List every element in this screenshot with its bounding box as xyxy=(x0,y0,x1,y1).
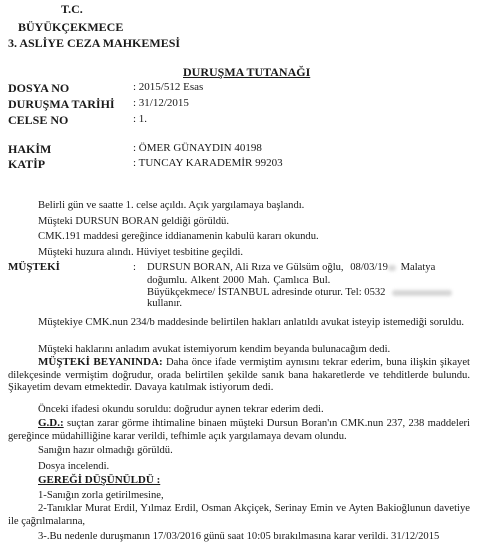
redaction-mark xyxy=(388,265,396,271)
field-value-katip: : TUNCAY KARADEMİR 99203 xyxy=(133,157,283,169)
musteki-birthplace: Malatya xyxy=(400,262,436,273)
musteki-line-3 xyxy=(147,286,452,299)
musteki-address: Büyükçekmece/ İSTANBUL adresinde oturur. Tel: 0532 xyxy=(147,287,386,298)
gd-paragraph xyxy=(8,417,470,443)
dosya-paragraph: Dosya incelendi. xyxy=(38,461,110,472)
musteki-line-4: kullanır. xyxy=(147,298,183,309)
opening-line-2: Müşteki DURSUN BORAN geldiği görüldü. xyxy=(38,216,229,227)
header-tc: T.C. xyxy=(61,2,83,16)
musteki-birthdate: 08/03/19 xyxy=(350,262,388,273)
gereği-item-1: 1-Sanığın zorla getirilmesine, xyxy=(38,490,164,501)
onceki-paragraph: Önceki ifadesi okundu soruldu: doğrudur aynen tekrar ederim dedi. xyxy=(38,404,324,415)
musteki-colon: : xyxy=(133,262,136,273)
sanik-paragraph: Sanığın hazır olmadığı görüldü. xyxy=(38,445,173,456)
doc-title: DURUŞMA TUTANAĞI xyxy=(183,65,311,79)
lawyer-paragraph: Müşteki haklarını anladım avukat istemiyorum kendim beyanda bulunacağım dedi. xyxy=(38,344,391,355)
musteki-name: DURSUN BORAN, Ali Rıza ve Gülsüm oğlu, xyxy=(147,262,344,273)
gd-text: suçtan zarar görme ihtimaline binaen müşteki Dursun Boran'ın CMK.nun 237, 238 maddeleri gereğince müdahilliğine karar verildi, tefhimle açık yargılamaya devam olundu. xyxy=(8,418,470,442)
musteki-label: MÜŞTEKİ xyxy=(8,261,60,273)
musteki-line-2: doğumlu. Alkent 2000 Mah. Çamlıca Bul. xyxy=(147,275,331,286)
beyan-text: Daha önce ifade vermiştim aynısını tekrar ederim, buna ilişkin şikayet dilekçesinde vermiştim doğrudur, orada belirtilen şekilde sanık bana hakaretlerde ve tehditlerde bulundu. Şikayetim devam etmektedir. Davaya katılmak istiyorum dedi. xyxy=(8,357,470,393)
field-label-hakim: HAKİM xyxy=(8,142,52,156)
field-label-tarih: DURUŞMA TARİHİ xyxy=(8,97,115,111)
field-label-dosya: DOSYA NO xyxy=(8,81,70,95)
beyan-heading: MÜŞTEKİ BEYANINDA: xyxy=(38,356,163,368)
musteki-line-1 xyxy=(147,261,435,274)
field-value-dosya: : 2015/512 Esas xyxy=(133,81,204,93)
field-value-tarih: : 31/12/2015 xyxy=(133,97,189,109)
opening-line-1: Belirli gün ve saatte 1. celse açıldı. Açık yargılamaya başlandı. xyxy=(38,200,305,211)
gereği-heading: GEREĞİ DÜŞÜNÜLDÜ : xyxy=(38,474,161,486)
gereği-item-2: 2-Tanıklar Murat Erdil, Yılmaz Erdil, Osman Akçiçek, Serinay Emin ve Ayten Bakioğlunun davetiye ile çağrılmalarına, xyxy=(8,503,470,527)
field-label-celse: CELSE NO xyxy=(8,113,69,127)
opening-line-4: Müşteki huzura alındı. Hüviyet tesbitine geçildi. xyxy=(38,247,244,258)
header-court: 3. ASLİYE CEZA MAHKEMESİ xyxy=(8,36,181,50)
field-value-celse: : 1. xyxy=(133,113,148,125)
field-value-hakim: : ÖMER GÜNAYDIN 40198 xyxy=(133,142,262,154)
cmk-rights-paragraph: Müştekiye CMK.nun 234/b maddesinde belirtilen hakları anlatıldı avukat isteyip istemediği soruldu. xyxy=(38,317,465,328)
redaction-mark xyxy=(392,290,452,296)
opening-line-3: CMK.191 maddesi gereğince iddianamenin kabulü kararı okundu. xyxy=(38,231,319,242)
beyan-paragraph xyxy=(8,356,470,395)
header-city: BÜYÜKÇEKMECE xyxy=(18,20,124,34)
field-label-katip: KATİP xyxy=(8,157,46,171)
gereği-item-3: 3-.Bu nedenle duruşmanın 17/03/2016 günü saat 10:05 bırakılmasına karar verildi. 31/12/2015 xyxy=(38,531,440,542)
gd-heading: G.D.: xyxy=(38,417,64,429)
